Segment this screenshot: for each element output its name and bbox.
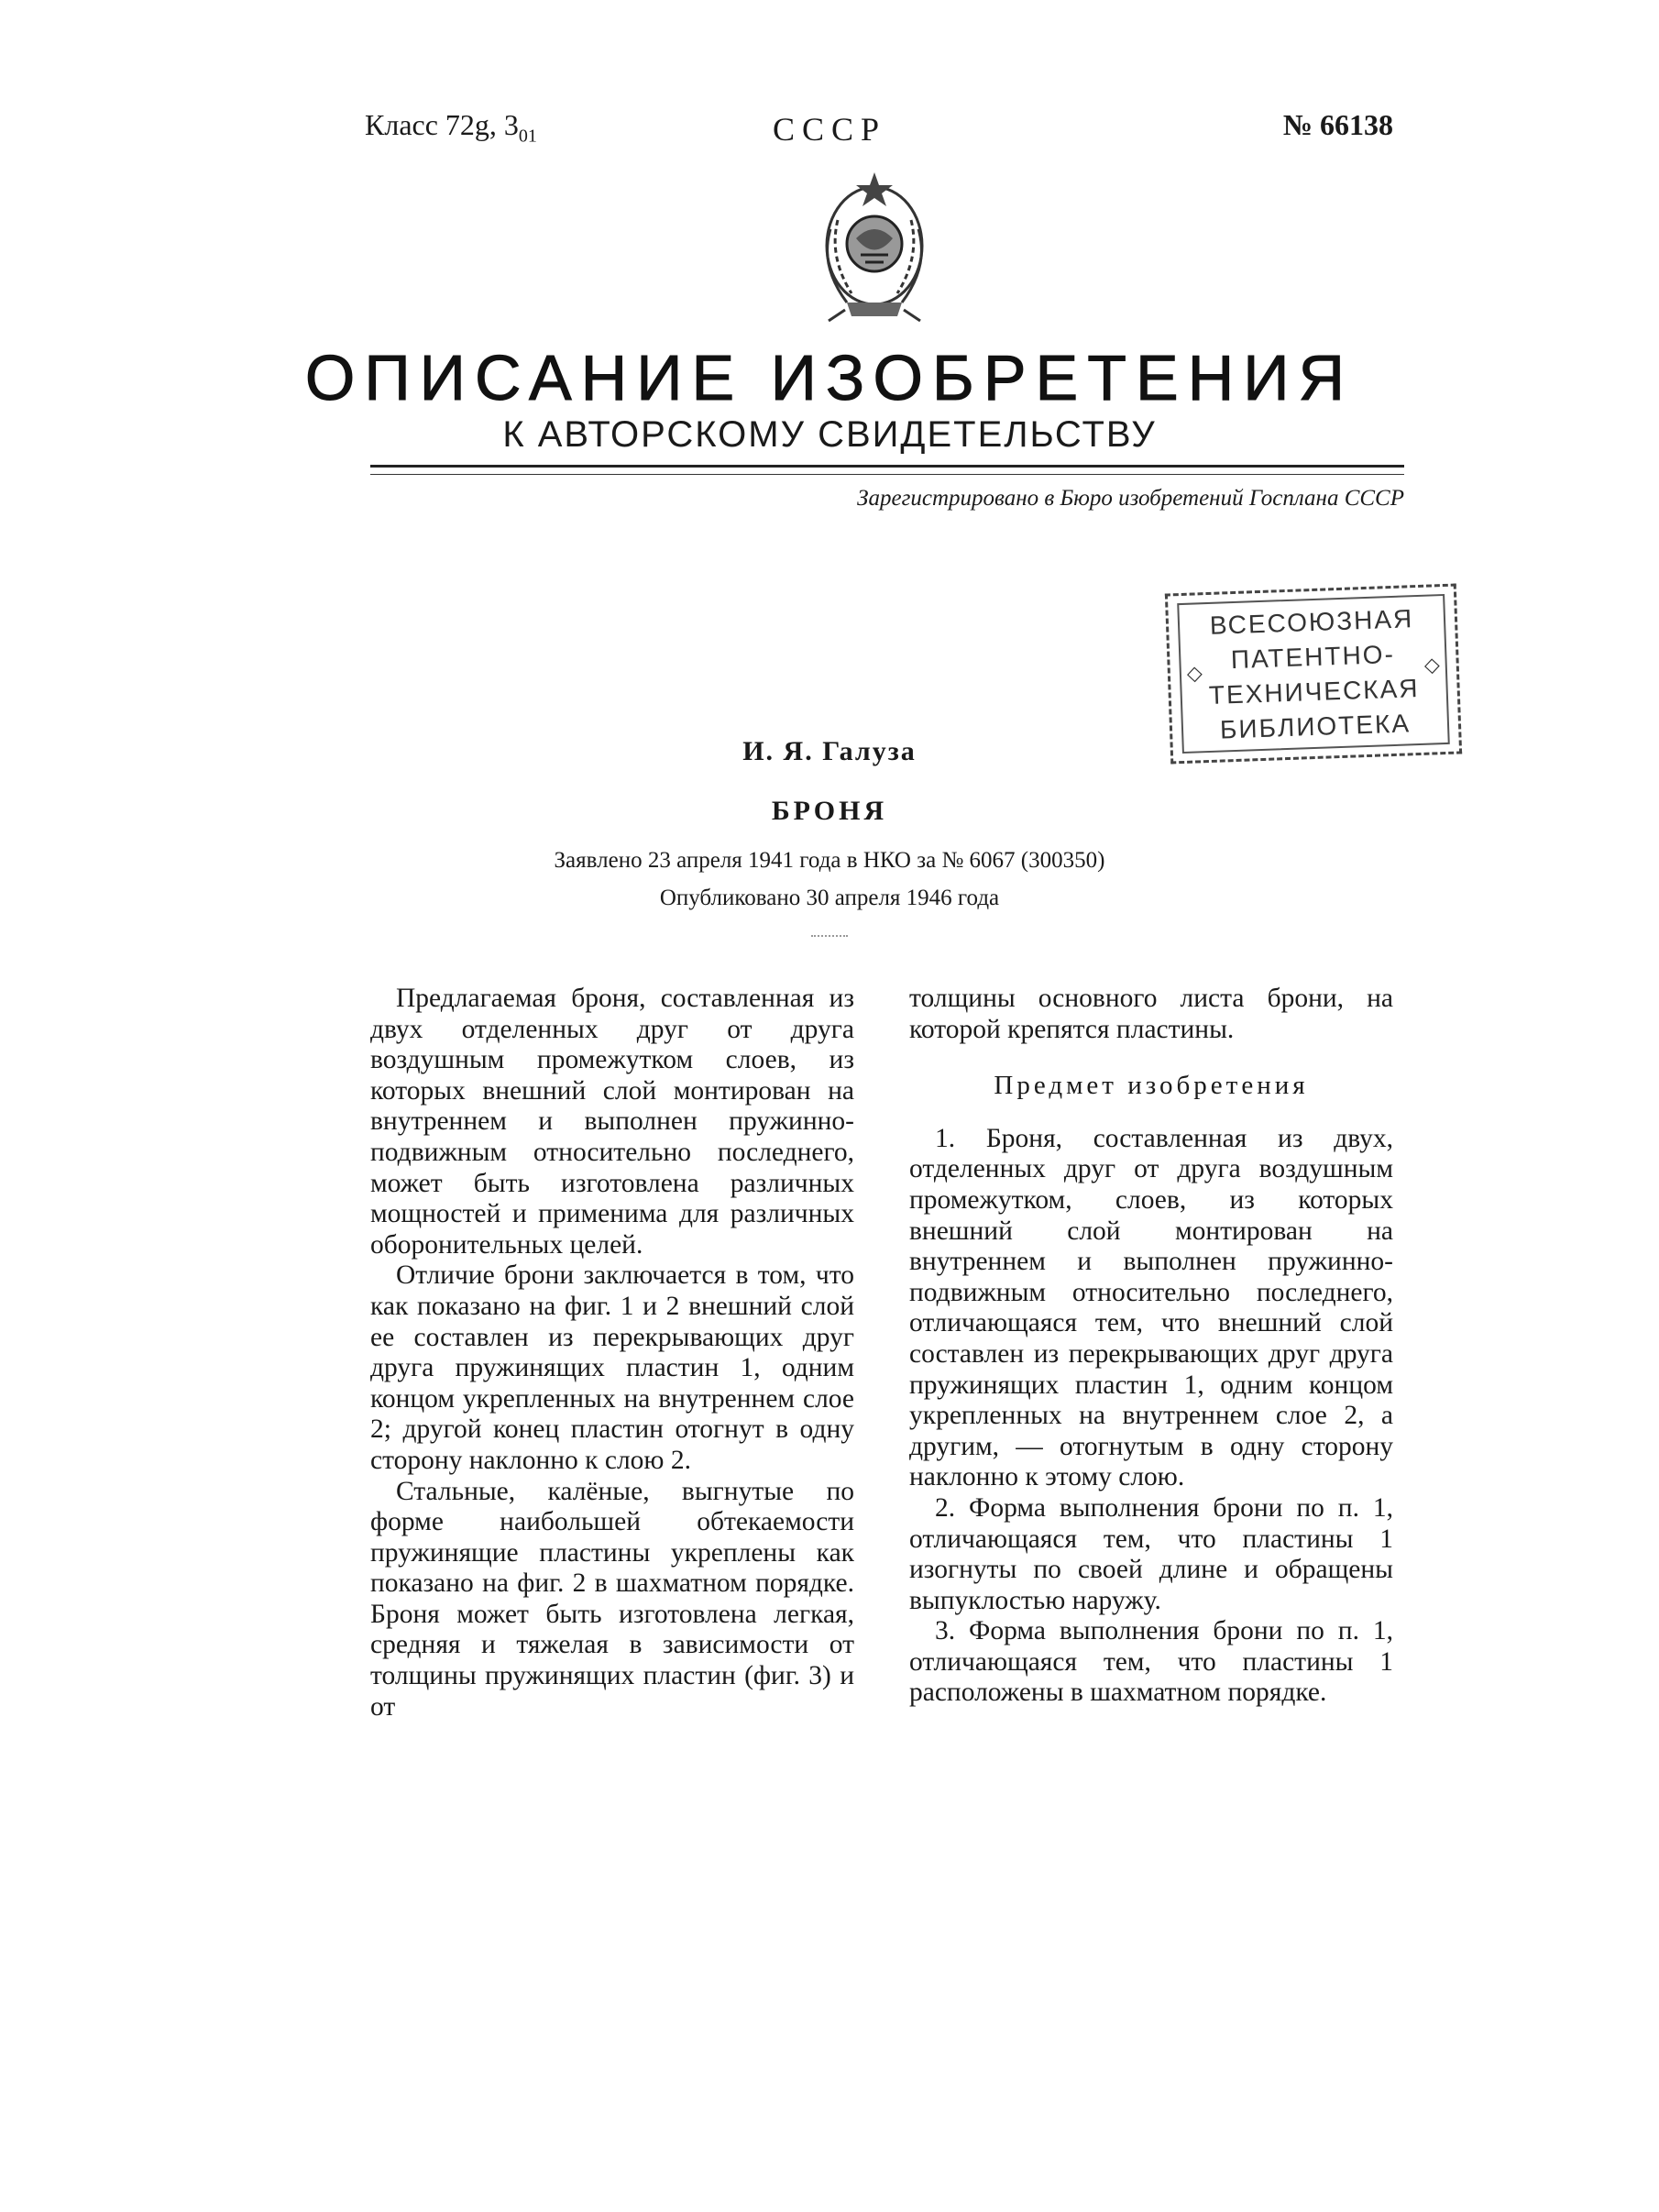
document-sub-title: К АВТОРСКОМУ СВИДЕТЕЛЬСТВУ (502, 414, 1157, 455)
author-name: И. Я. Галуза (742, 736, 917, 766)
stamp-line: ТЕХНИЧЕСКАЯ (1208, 673, 1420, 710)
claim-item: 1. Броня, составленная из двух, отделенных друг от друга воздушным промежутком, слоев, из которых внешний слой монтирован на внутреннем и выполнен пружинно-подвижным относительно последнего, отличающаяся тем, что внешний слой составлен из перекрывающих друг друга пружинящих пластин 1, одним концом укрепленных на внутреннем слое 2, а другим, — отогнутым в одну сторону наклонно к этому слою. (909, 1123, 1393, 1492)
stamp-frame (1177, 594, 1450, 754)
patent-number: № 66138 (1282, 108, 1393, 141)
registration-note: Зарегистрировано в Бюро изобретений Госплана СССР (857, 486, 1404, 511)
ussr-emblem-icon (810, 165, 939, 326)
body-column-right (909, 984, 1393, 1709)
claim-item: 3. Форма выполнения брони по п. 1, отличающаяся тем, что пластины 1 расположены в шахматном порядке. (909, 1616, 1393, 1708)
diamond-icon: ◇ (1186, 661, 1203, 685)
stamp-line: ПАТЕНТНО- (1230, 639, 1396, 675)
separator-dots (811, 935, 848, 937)
invention-title: БРОНЯ (771, 796, 888, 826)
document-main-title: ОПИСАНИЕ ИЗОБРЕТЕНИЯ (304, 342, 1355, 413)
header-rule-thick (370, 465, 1404, 468)
stamp-line: БИБЛИОТЕКА (1219, 709, 1412, 744)
body-paragraph: Предлагаемая броня, составленная из двух отделенных друг от друга воздушным промежутком слоев, из которых внешний слой монтирован на внутреннем и выполнен пружинно-подвижным относительно последнего, может быть изготовлена различных мощностей и применима для различных оборонительных целей. (370, 984, 854, 1260)
header-rule-thin (370, 474, 1404, 475)
class-label: Класс 72g, $3_{01}$ (365, 108, 537, 147)
body-paragraph: толщины основного листа брони, на которой крепятся пластины. (909, 984, 1393, 1044)
diamond-icon: ◇ (1423, 653, 1441, 677)
stamp-line: ВСЕСОЮЗНАЯ (1209, 604, 1414, 640)
claims-heading: Предмет изобретения (994, 1071, 1309, 1101)
country-label: СССР (772, 111, 887, 148)
body-paragraph: Отличие брони заключается в том, что как показано на фиг. 1 и 2 внешний слой ее составлен из перекрывающих друг друга пружинящих пластин 1, одним концом укрепленных на внутреннем слое 2; другой конец пластин отогнут в одну сторону наклонно к слою 2. (370, 1260, 854, 1475)
filed-date: Заявлено 23 апреля 1941 года в НКО за № 6067 (300350) (554, 848, 1105, 873)
body-column-left (370, 984, 854, 1722)
claim-item: 2. Форма выполнения брони по п. 1, отличающаяся тем, что пластины 1 изогнуты по своей длине и обращены выпуклостью наружу. (909, 1492, 1393, 1615)
published-date: Опубликовано 30 апреля 1946 года (659, 886, 1000, 910)
body-paragraph: Стальные, калёные, выгнутые по форме наибольшей обтекаемости пружинящие пластины укреплены как показано на фиг. 2 в шахматном порядке. Броня может быть изготовлена легкая, средняя и тяжелая в зависимости от толщины пружинящих пластин (фиг. 3) и от (370, 1476, 854, 1722)
